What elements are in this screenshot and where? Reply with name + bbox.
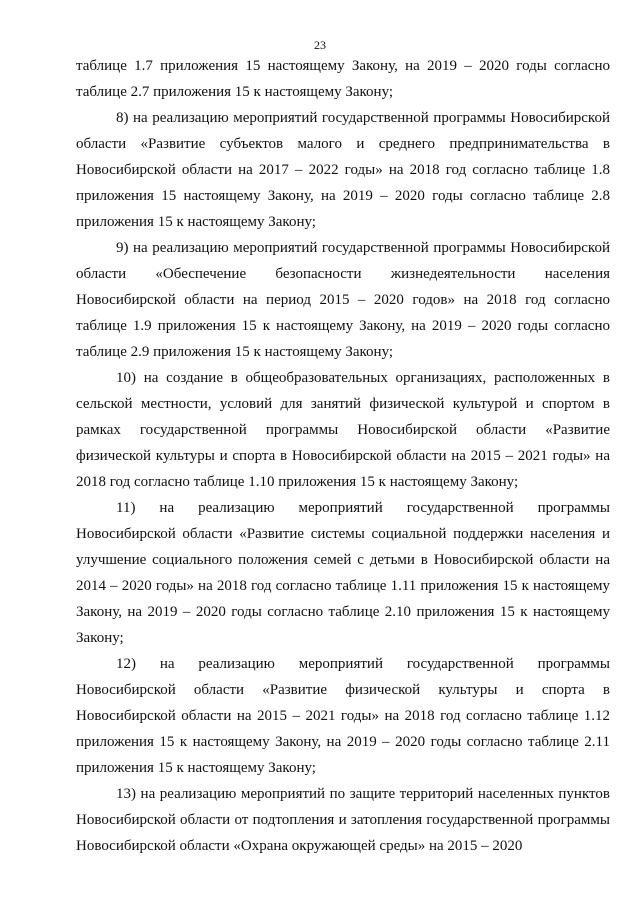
- page-number: 23: [314, 38, 326, 52]
- document-body: [76, 53, 610, 859]
- paragraph-item-13: 13) на реализацию мероприятий по защите территорий населенных пунктов Новосибирской области от подтопления и затопления государственной программы Новосибирской области «Охрана окружающей среды» на 2015 – 2020: [76, 786, 610, 854]
- paragraph-item-9: 9) на реализацию мероприятий государственной программы Новосибирской области «Обеспечение безопасности жизнедеятельности населения Новосибирской области на период 2015 – 2020 годов» на 2018 год согласно таблице 1.9 приложения 15 к настоящему Закону, на 2019 – 2020 годы согласно таблице 2.9 приложения 15 к настоящему Закону;: [76, 240, 610, 360]
- paragraph-continuation: таблице 1.7 приложения 15 настоящему Закону, на 2019 – 2020 годы согласно таблице 2.7 приложения 15 к настоящему Закону;: [76, 58, 610, 100]
- paragraph-item-12: 12) на реализацию мероприятий государственной программы Новосибирской области «Развитие физической культуры и спорта в Новосибирской области на 2015 – 2021 годы» на 2018 год согласно таблице 1.12 приложения 15 к настоящему Закону, на 2019 – 2020 годы согласно таблице 2.11 приложения 15 к настоящему Закону;: [76, 656, 610, 776]
- paragraph-item-8: 8) на реализацию мероприятий государственной программы Новосибирской области «Развитие субъектов малого и среднего предпринимательства в Новосибирской области на 2017 – 2022 годы» на 2018 год согласно таблице 1.8 приложения 15 настоящему Закону, на 2019 – 2020 годы согласно таблице 2.8 приложения 15 к настоящему Закону;: [76, 110, 610, 230]
- paragraph-item-11: 11) на реализацию мероприятий государственной программы Новосибирской области «Развитие системы социальной поддержки населения и улучшение социального положения семей с детьми в Новосибирской области на 2014 – 2020 годы» на 2018 год согласно таблице 1.11 приложения 15 к настоящему Закону, на 2019 – 2020 годы согласно таблице 2.10 приложения 15 к настоящему Закону;: [76, 500, 610, 646]
- paragraph-item-10: 10) на создание в общеобразовательных организациях, расположенных в сельской местности, условий для занятий физической культурой и спортом в рамках государственной программы Новосибирской области «Развитие физической культуры и спорта в Новосибирской области на 2015 – 2021 годы» на 2018 год согласно таблице 1.10 приложения 15 к настоящему Закону;: [76, 370, 610, 490]
